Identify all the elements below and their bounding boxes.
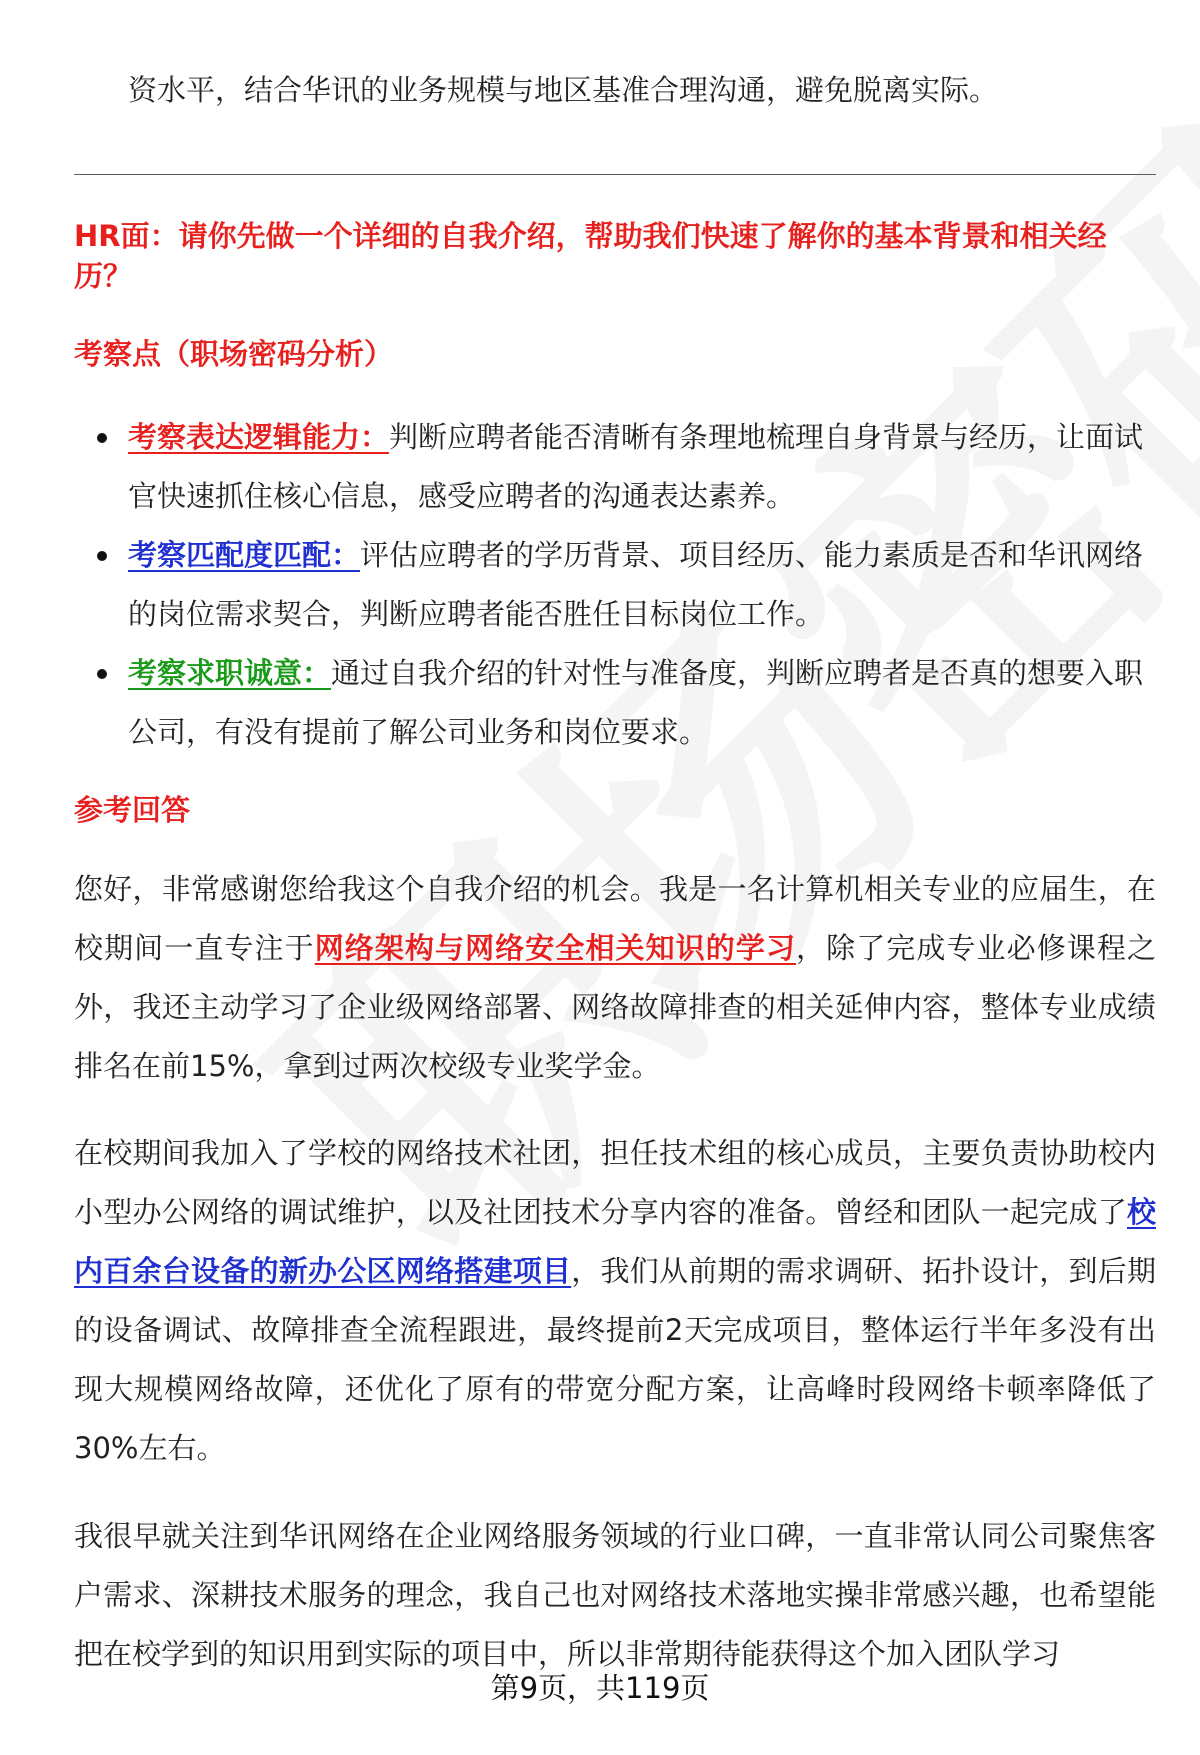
bullet-icon (97, 551, 107, 561)
paragraph-text: 我很早就关注到华讯网络在企业网络服务领域的行业口碑，一直非常认同公司聚焦客户需求、深耕技术服务的理念，我自己也对网络技术落地实操非常感兴趣，也希望能把在校学到的知识用到实际的项目中，所以非常期待能获得这个加入团队学习 (74, 1519, 1156, 1671)
points-heading: 考察点（职场密码分析） (74, 337, 394, 371)
assessment-points (74, 408, 1156, 762)
paragraph-text: ，我们从前期的需求调研、拓扑设计，到后期的设备调试、故障排查全流程跟进，最终提前2天完成项目，整体运行半年多没有出现大规模网络故障，还优化了原有的带宽分配方案，让高峰时段网络卡顿率降低了30%左右。 (74, 1254, 1156, 1465)
paragraph-text: 您好，非常感谢您给我这个自我介绍的机会。我是一名计算机相关专业的应届生，在校期间一直专注于 (74, 872, 1156, 965)
point-text: 判断应聘者能否清晰有条理地梳理自身背景与经历，让面试官快速抓住核心信息，感受应聘者的沟通表达素养。 (128, 420, 1144, 513)
bullet-icon (97, 669, 107, 679)
point-label: 考察表达逻辑能力： (128, 420, 390, 454)
answer-paragraph-1 (74, 860, 1156, 1096)
assessment-point-sincerity (74, 644, 1156, 762)
bullet-icon (97, 433, 107, 443)
answer-paragraph-3 (74, 1507, 1156, 1684)
section-divider (74, 174, 1156, 175)
answer-paragraph-2 (74, 1124, 1156, 1478)
point-label: 考察求职诚意： (128, 656, 332, 690)
paragraph-text: 在校期间我加入了学校的网络技术社团，担任技术组的核心成员，主要负责协助校内小型办公网络的调试维护，以及社团技术分享内容的准备。曾经和团队一起完成了 (74, 1136, 1156, 1229)
interview-question: HR面：请你先做一个详细的自我介绍，帮助我们快速了解你的基本背景和相关经历？ (74, 219, 1107, 293)
continuation-text: 资水平，结合华讯的业务规模与地区基准合理沟通，避免脱离实际。 (128, 73, 999, 107)
point-text: 评估应聘者的学历背景、项目经历、能力素质是否和华讯网络的岗位需求契合，判断应聘者能否胜任目标岗位工作。 (128, 538, 1144, 631)
assessment-point-match (74, 526, 1156, 644)
assessment-point-logic (74, 408, 1156, 526)
page-number: 第9页，共119页 (490, 1671, 710, 1705)
point-label: 考察匹配度匹配： (128, 538, 361, 572)
highlight-text: 校内百余台设备的新办公区网络搭建项目 (74, 1195, 1156, 1288)
answer-heading: 参考回答 (74, 793, 191, 827)
paragraph-text: ，除了完成专业必修课程之外，我还主动学习了企业级网络部署、网络故障排查的相关延伸内容，整体专业成绩排名在前15%，拿到过两次校级专业奖学金。 (74, 931, 1156, 1083)
point-text: 通过自我介绍的针对性与准备度，判断应聘者是否真的想要入职公司，有没有提前了解公司业务和岗位要求。 (128, 656, 1144, 749)
highlight-text: 网络架构与网络安全相关知识的学习 (314, 931, 797, 965)
